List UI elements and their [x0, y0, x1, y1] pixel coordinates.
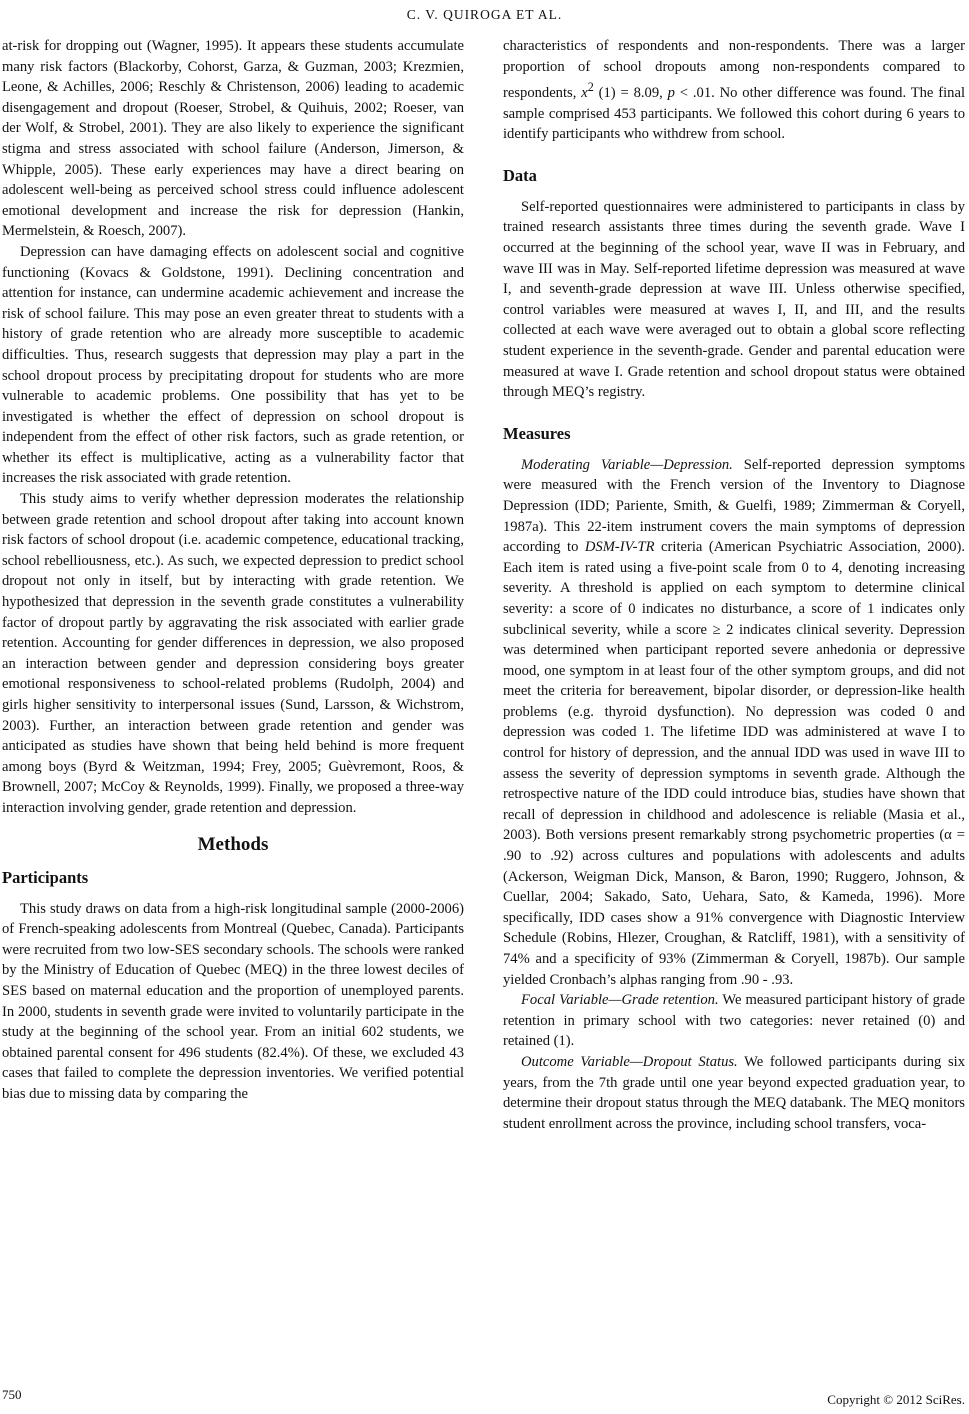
left-column — [2, 36, 464, 1105]
right-column — [503, 36, 965, 1134]
subheading-participants: Participants — [2, 867, 89, 887]
paragraph-lead: Focal Variable—Grade retention. — [521, 992, 719, 1009]
text-run: characteristics of respondents and non-respondents. There was a larger proportion of school dropouts among non-respondents compared to respondents, — [503, 38, 965, 102]
paragraph — [503, 36, 965, 145]
page-number: 750 — [2, 1387, 22, 1402]
paragraph: Self-reported questionnaires were administered to participants in class by trained research assistants three times during the seventh grade. Wave I occurred at the beginning of the school year, wave II was in February, and wave III was in May. Self-reported lifetime depression was measured at wave I, and seventh-grade depression at wave III. Unless otherwise specified, control variables were measured at waves I, II, and III, and the results collected at each wave were averaged out to obtain a global score reflecting student experience in the seventh-grade. Gender and parental education were measured at wave I. Grade retention and school dropout status were obtained through MEQ’s registry. — [503, 198, 965, 401]
paragraph: This study draws on data from a high-risk longitudinal sample (2000-2006) of French-speaking adolescents from Montreal (Quebec, Canada). Participants were recruited from two low-SES secondary schools. The schools were ranked by the Ministry of Education of Quebec (MEQ) in the three lowest deciles of SES based on maternal education and the proportion of unemployed parents. In 2000, students in seventh grade were invited to voluntarily participate in the study at the beginning of the school year. From an initial 602 students, we obtained parental consent for 496 students (82.4%). Of these, we excluded 43 cases that failed to complete the depression inventories. We verified potential bias due to missing data by comparing the — [2, 900, 464, 1102]
chi-symbol: x — [581, 85, 588, 102]
paragraph: Depression can have damaging effects on adolescent social and cognitive functioning (Kovacs & Goldstone, 1991). Declining concentration and attention for instance, can undermine academic achievement and increase the risk of school failure. This may pose an even greater threat to students with a history of grade retention who are already more susceptible to academic difficulties. Thus, research suggests that depression may play a part in the school dropout process by precipitating dropout for students who are more vulnerable to academic problems. One possibility that has yet to be investigated is whether the effect of depression on school dropout is independent from the effect of other risk factors, such as grade retention, or whether its effect is multiplicative, acting as a vulnerability factor that increases the risk associated with grade retention. — [2, 243, 464, 487]
section-heading-methods: Methods — [197, 833, 269, 855]
text-run: < .01. No other difference was found. The final sample comprised 453 participants. We followed this cohort during 6 years to identify participants who withdrew from school. — [503, 85, 965, 143]
text-run: (1) = 8.09, — [593, 85, 668, 102]
superscript: 2 — [587, 80, 594, 95]
paragraph — [503, 455, 965, 990]
p-symbol: p — [667, 85, 675, 102]
italic-term: DSM-IV-TR — [584, 539, 655, 556]
text-run: criteria (American Psychiatric Association, 2000). Each item is rated using a five-point scale from 0 to 4, denoting increasing severity. A threshold is applied on each symptom to determine clinical severity: a score of 0 indicates no disturbance, a score of 1 indicates only subclinical severity, while a score ≥ 2 indicates clinical severity. Depression was determined when participant reported severe anhedonia or depressive mood, one symptom in at least four of the other symptom groups, and did not meet the criteria for bereavement, bipolar disorder, or depression-like health problems (e.g. thyroid dysfunction). No depression was coded 0 and depression was coded 1. The lifetime IDD was administered at wave I to control for history of depression, and the annual IDD was used in wave III to assess the severity of depression symptoms in seventh grade. Although the retrospective nature of the IDD could introduce bias, studies have shown that recall of depression in childhood and adolescence is reliable (Masia et al., 2003). Both versions present remarkably strong psychometric properties (α = .90 to .92) across cultures and populations with adolescents and adults (Ackerson, Weigman Dick, Manson, & Baron, 1990; Ruggero, Johnson, & Cuellar, 2004; Sakado, Sato, Uehara, Sato, & Kameda, 1996). More specifically, IDD cases show a 91% convergence with Diagnostic Interview Schedule (Robins, Hlezer, Croughan, & Ratcliff, 1981), with a sensitivity of 74% and a specificity of 93% (Zimmerman & Coryell, 1987b). Our sample yielded Cronbach’s alphas ranging from .90 - .93. — [503, 539, 965, 988]
subheading-data: Data — [503, 165, 537, 185]
paragraph: at-risk for dropping out (Wagner, 1995). It appears these students accumulate many risk factors (Blackorby, Cohorst, Garza, & Guzman, 2003; Krezmien, Leone, & Achilles, 2006; Reschly & Christenson, 2006) leading to academic disengagement and dropout (Roeser, Strobel, & Quihuis, 2002; Roeser, van der Wolf, & Strobel, 2001). They are also likely to experience the significant stigma and stress associated with school failure (Anderson, Jimerson, & Whipple, 2005). These early experiences may have a direct bearing on adolescent well-being as perceived school stress could influence adolescent emotional development and increase the risk for depression (Hankin, Mermelstein, & Roesch, 2007). — [2, 38, 464, 240]
paragraph — [503, 990, 965, 1052]
text-run: We followed participants during six years, from the 7th grade until one year beyond expected graduation year, to determine their dropout status through the MEQ databank. The MEQ monitors student enrollment across the province, including school transfers, voca- — [503, 1053, 966, 1132]
subheading-measures: Measures — [503, 423, 571, 443]
paragraph — [503, 1052, 965, 1134]
copyright-notice: Copyright © 2012 SciRes. — [827, 1392, 965, 1407]
paragraph-lead: Outcome Variable—Dropout Status. — [521, 1053, 738, 1070]
paragraph-lead: Moderating Variable—Depression. — [521, 456, 733, 473]
paragraph: This study aims to verify whether depression moderates the relationship between grade retention and school dropout after taking into account known risk factors of school dropout (i.e. academic competence, educational tracking, school rebelliousness, etc.). As such, we expected depression to predict school dropout not only in itself, but by interacting with grade retention. We hypothesized that depression in the seventh grade constitutes a vulnerability factor of dropout partly by aggravating the risk associated with earlier grade retention. Accounting for gender differences in depression, we also proposed an interaction between gender and depression considering boys greater emotional responsiveness to school-related problems (Rudolph, 2004) and girls higher sensitivity to interpersonal issues (Sund, Larsson, & Wichstrom, 2003). Further, an interaction between grade retention and gender was anticipated as studies have shown that being held behind is more frequent among boys (Byrd & Weitzman, 1994; Frey, 2005; Guèvremont, Roos, & Brownell, 2007; McCoy & Reynolds, 1999). Finally, we proposed a three-way interaction involving gender, grade retention and depression. — [2, 491, 464, 816]
running-head: C. V. QUIROGA ET AL. — [406, 7, 563, 22]
text-run: We measured participant history of grade retention in primary school with two categories: never retained (0) and retained (1). — [503, 992, 965, 1050]
text-run: Self-reported depression symptoms were measured with the French version of the Inventory to Diagnose Depression (IDD; Pariente, Smith, & Guelfi, 1989; Zimmerman & Coryell, 1987a). This 22-item instrument covers the main symptoms of depression according to — [503, 456, 965, 556]
